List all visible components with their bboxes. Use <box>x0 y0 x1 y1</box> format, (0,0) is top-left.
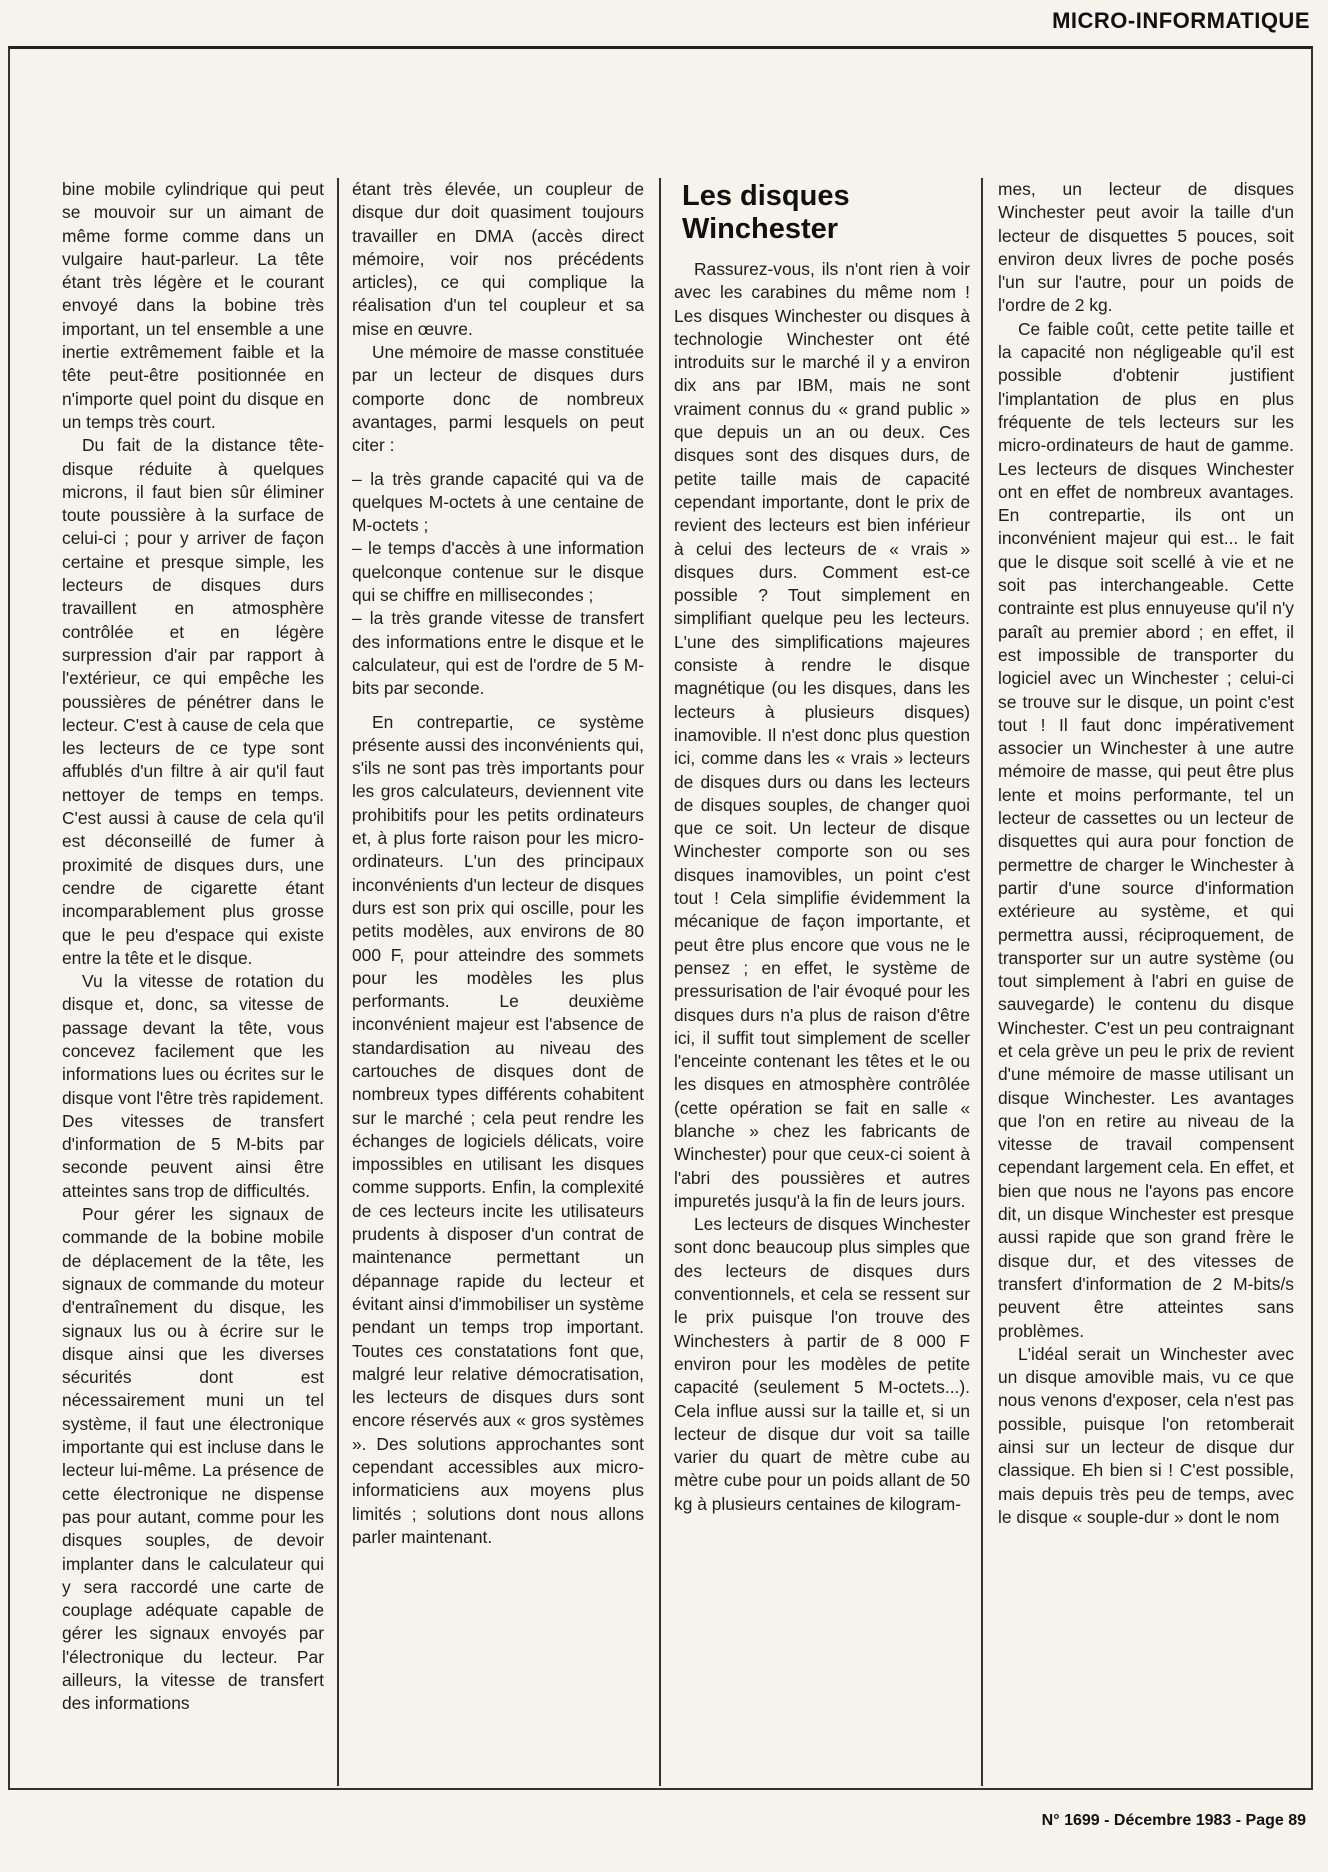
section-title: MICRO-INFORMATIQUE <box>1052 8 1310 33</box>
list-item: – la très grande capacité qui va de quelques M-octets à une centaine de M-octets ; <box>352 468 644 536</box>
paragraph: étant très élevée, un coupleur de disque dur doit quasiment toujours travailler en DMA (accès direct mémoire, voir nos précédents articles), ce qui complique la réalisation d'un tel coupleur et sa mise en œuvre. <box>352 179 644 339</box>
column-divider <box>981 178 983 1786</box>
article-column-3 <box>674 178 970 1516</box>
paragraph: Ce faible coût, cette petite taille et la capacité non négligeable qu'il est possible d'obtenir justifient l'implantation de plus en plus fréquente de tels lecteurs sur les micro-ordinateurs de haut de gamme. Les lecteurs de disques Winchester ont en effet de nombreux avantages. En contrepartie, ils ont un inconvénient majeur qui est... le fait que le disque soit scellé à vie et ne soit pas interchangeable. Cette contrainte est plus ennuyeuse qu'il n'y paraît au premier abord ; en effet, il est impossible de transporter du logiciel avec un Winchester ; celui-ci se trouve sur le disque, un point c'est tout ! Il faut donc impérativement associer un Winchester à une autre mémoire de masse, qui peut être plus lente et moins performante, tel un lecteur de cassettes ou un lecteur de disquettes qui aura pour fonction de permettre de charger le Winchester à partir d'une source d'information extérieure au système, et qui permettra aussi, réciproquement, de transporter sur un autre système (ou tout simplement à l'abri en guise de sauvegarde) le contenu du disque Winchester. C'est un peu contraignant et cela grève un peu le prix de revient d'une mémoire de masse utilisant un disque Winchester. Les avantages que l'on en retire au niveau de la vitesse de travail compensent cependant largement cela. En effet, et bien que nous ne l'ayons pas encore dit, un disque Winchester est presque aussi rapide que son grand frère le disque dur, et des vitesses de transfert d'information de 2 M-bits/s peuvent être atteintes sans problèmes. <box>998 318 1294 1341</box>
list-item: – la très grande vitesse de transfert des informations entre le disque et le calculateur, qui est de l'ordre de 5 M-bits par seconde. <box>352 608 644 699</box>
paragraph: L'idéal serait un Winchester avec un disque amovible mais, vu ce que nous venons d'exposer, cela n'est pas possible, puisque l'on retomberait ainsi sur un lecteur de disque dur classique. Eh bien si ! C'est possible, mais depuis très peu de temps, avec le disque « souple-dur » dont le nom <box>998 1343 1294 1527</box>
page-footer: N° 1699 - Décembre 1983 - Page 89 <box>1041 1812 1306 1829</box>
column-divider <box>659 178 661 1786</box>
paragraph: Pour gérer les signaux de commande de la bobine mobile de déplacement de la tête, les signaux de commande du moteur d'entraînement du disque, les signaux lus ou à écrire sur le disque ainsi que les diverses sécurités dont est nécessairement muni un tel système, il faut une électronique importante qui est incluse dans le lecteur lui-même. La présence de cette électronique ne dispense pas pour autant, comme pour les disques souples, de devoir implanter dans le calculateur qui y sera raccordé une carte de couplage adéquate capable de gérer les signaux envoyés par l'électronique du lecteur. Par ailleurs, la vitesse de transfert des informations <box>62 1204 324 1714</box>
paragraph: bine mobile cylindrique qui peut se mouvoir sur un aimant de même forme comme dans un vulgaire haut-parleur. La tête étant très légère et le courant envoyé dans la bobine très important, un tel ensemble a une inertie extrêmement faible et la tête peut-être positionnée en n'importe quel point du disque en un temps très court. <box>62 179 324 432</box>
paragraph: En contrepartie, ce système présente aussi des inconvénients qui, s'ils ne sont pas très importants pour les gros calculateurs, deviennent vite prohibitifs pour les petits ordinateurs et, à plus forte raison pour les micro-ordinateurs. L'un des principaux inconvénients d'un lecteur de disques durs est son prix qui oscille, pour les petits modèles, aux environs de 80 000 F, pour atteindre des sommets pour les modèles les plus performants. Le deuxième inconvénient majeur est l'absence de standardisation au niveau des cartouches de disques dont de nombreux types différents cohabitent sur le marché ; cela peut rendre les échanges de logiciels délicats, voire impossibles en utilisant les disques comme supports. Enfin, la complexité de ces lecteurs incite les utilisateurs prudents à disposer d'un contrat de maintenance permettant un dépannage rapide du lecteur et évitant ainsi d'immobiliser un système pendant un temps trop important. Toutes ces constatations font que, malgré leur relative démocratisation, les lecteurs de disques durs sont encore réservés aux « gros systèmes ». Des solutions approchantes sont cependant accessibles aux micro-informaticiens aux moyens plus limités ; solutions dont nous allons parler maintenant. <box>352 711 644 1547</box>
paragraph: Rassurez-vous, ils n'ont rien à voir avec les carabines du même nom ! Les disques Winchester ou disques à technologie Winchester ont été introduits sur le marché il y a environ dix ans par IBM, mais ne sont vraiment connus du « grand public » que depuis un an ou deux. Ces disques sont des disques durs, de petite taille mais de capacité cependant importante, dont le prix de revient des lecteurs est bien inférieur à celui des lecteurs de « vrais » disques durs. Comment est-ce possible ? Tout simplement en simplifiant quelque peu les lecteurs. L'une des simplifications majeures consiste à rendre le disque magnétique (ou les disques, dans les lecteurs à plusieurs disques) inamovible. Il n'est donc plus question ici, comme dans les « vrais » lecteurs de disques durs ou dans les lecteurs de disques souples, de changer quoi que ce soit. Un lecteur de disque Winchester comporte son ou ses disques inamovibles, un point c'est tout ! Cela simplifie évidemment la mécanique de façon importante, et peut être plus encore que vous ne le pensez ; en effet, le système de pressurisation de l'air évoqué pour les disques durs n'a plus de raison d'être ici, il suffit tout simplement de sceller l'enceinte contenant les têtes et le ou les disques en atmosphère contrôlée (cette opération se fait en salle « blanche » chez les fabricants de Winchester) pour que ceux-ci soient à l'abri des poussières et autres impuretés jusqu'à la fin de leurs jours. <box>674 259 970 1211</box>
paragraph: Vu la vitesse de rotation du disque et, donc, sa vitesse de passage devant la tête, vous concevez facilement que les informations lues ou écrites sur le disque vont l'être très rapidement. Des vitesses de transfert d'information de 5 M-bits par seconde peuvent ainsi être atteintes sans trop de difficultés. <box>62 971 324 1201</box>
section-heading: Les disques Winchester <box>682 180 850 245</box>
paragraph: Les lecteurs de disques Winchester sont donc beaucoup plus simples que des lecteurs de disques durs conventionnels, et cela se ressent sur le prix puisque l'on trouve des Winchesters à partir de 8 000 F environ pour les modèles de petite capacité (seulement 5 M-octets...). Cela influe aussi sur la taille et, si un lecteur de disque dur voit sa taille varier du quart de mètre cube au mètre cube pour un poids allant de 50 kg à plusieurs centaines de kilogram- <box>674 1214 970 1514</box>
paragraph: Du fait de la distance tête-disque réduite à quelques microns, il faut bien sûr éliminer toute poussière à la surface de celui-ci ; pour y arriver de façon certaine et presque simple, les lecteurs de disques durs travaillent en atmosphère contrôlée et en légère surpression d'air par rapport à l'extérieur, ce qui empêche les poussières de pénétrer dans le lecteur. C'est à cause de cela que les lecteurs de ce type sont affublés d'un filtre à air qu'il faut nettoyer de temps en temps. C'est aussi à cause de cela qu'il est déconseillé de fumer à proximité de disques durs, une cendre de cigarette étant incomparablement plus grosse que le peu d'espace qui existe entre la tête et le disque. <box>62 435 324 968</box>
paragraph: Une mémoire de masse constituée par un lecteur de disques durs comporte donc de nombreux avantages, parmi lesquels on peut citer : <box>352 342 644 456</box>
article-column-2 <box>352 178 644 1549</box>
article-column-4 <box>998 178 1294 1529</box>
column-divider <box>337 178 339 1786</box>
paragraph: mes, un lecteur de disques Winchester peut avoir la taille d'un lecteur de disquettes 5 pouces, soit environ deux livres de poche posés l'un sur l'autre, pour un poids de l'ordre de 2 kg. <box>998 179 1294 316</box>
article-column-1 <box>62 178 324 1716</box>
list-item: – le temps d'accès à une information quelconque contenue sur le disque qui se chiffre en millisecondes ; <box>352 538 644 606</box>
